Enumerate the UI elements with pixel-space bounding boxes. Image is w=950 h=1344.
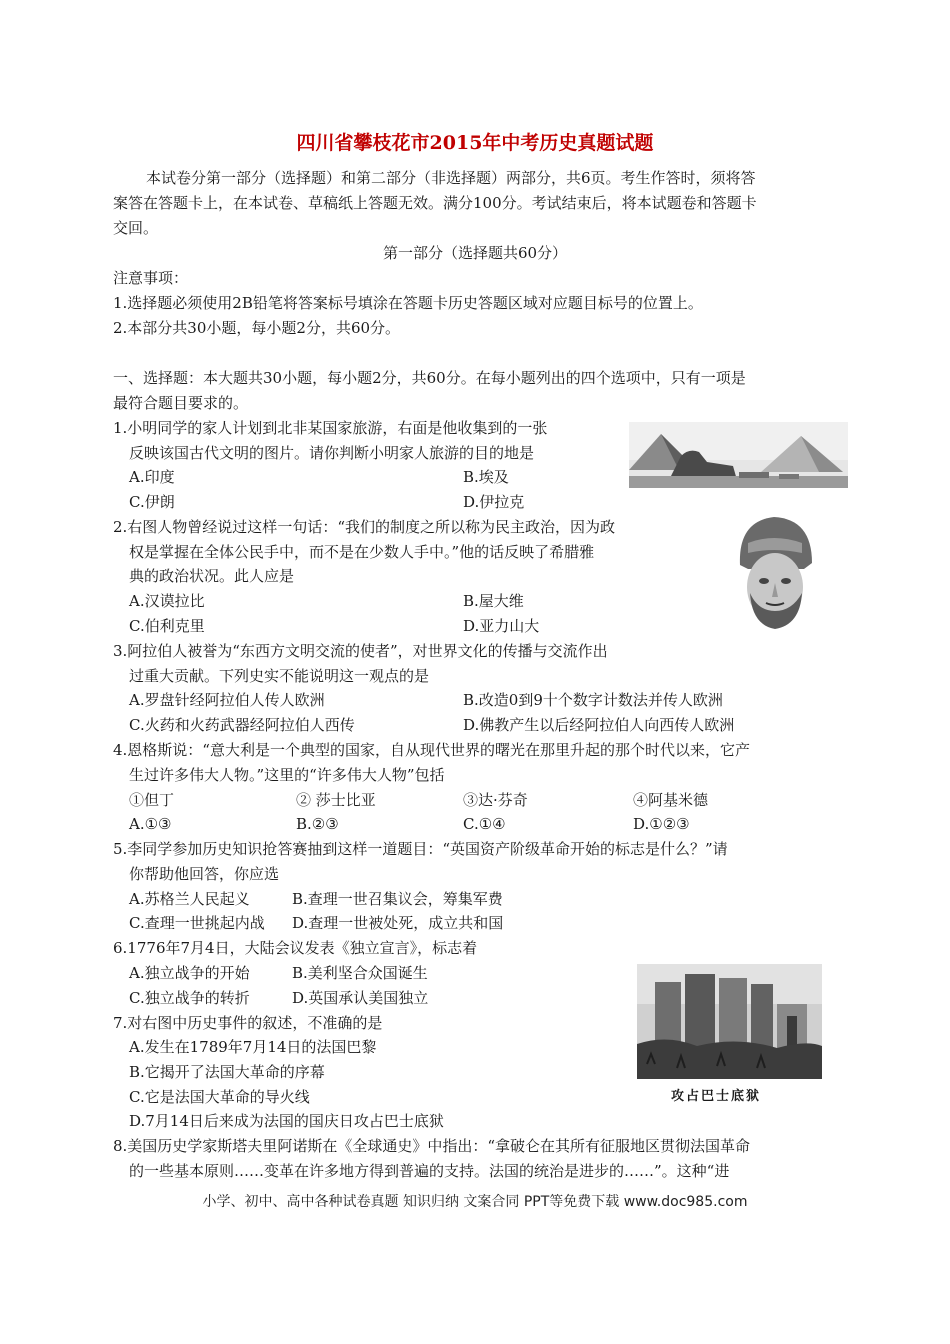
question-line: 权是掌握在全体公民手中，而不是在少数人手中。”他的话反映了希腊雅 (129, 543, 595, 561)
question-line: 4.恩格斯说：“意大利是一个典型的国家，自从现代世界的曙光在那里升起的那个时代以来，它产 (113, 741, 750, 759)
question-line: 8.美国历史学家斯塔夫里阿诺斯在《全球通史》中指出：“拿破仑在其所有征服地区贯彻法国革命 (113, 1137, 750, 1155)
question-line: 反映该国古代文明的图片。请你判断小明家人旅游的目的地是 (129, 444, 535, 462)
question-line: 6.1776年7月4日，大陆会议发表《独立宣言》，标志着 (113, 939, 478, 957)
part-heading: 第一部分（选择题共60分） (382, 244, 568, 262)
option: D.7月14日后来成为法国的国庆日攻占巴士底狱 (129, 1112, 444, 1130)
option: A.罗盘针经阿拉伯人传人欧洲 (129, 691, 325, 709)
option: D.①②③ (633, 815, 690, 833)
footer-text: 小学、初中、高中各种试卷真题 知识归纳 文案合同 PPT等免费下载 www.doc985.com (202, 1194, 748, 1210)
option: B.美利坚合众国诞生 (292, 964, 428, 982)
option: A.发生在1789年7月14日的法国巴黎 (129, 1038, 377, 1056)
question-line: 典的政治状况。此人应是 (129, 567, 295, 585)
bastille-image (637, 964, 822, 1079)
question-line: 5.李同学参加历史知识抢答赛抽到这样一道题目：“英国资产阶级革命开始的标志是什么？”请 (113, 840, 728, 858)
option: C.查理一世挑起内战 (129, 914, 265, 932)
notice-item: 1.选择题必须使用2B铅笔将答案标号填涂在答题卡历史答题区域对应题目标号的位置上。 (113, 294, 703, 312)
pyramids-sphinx-image (629, 422, 848, 488)
option: A.①③ (129, 815, 172, 833)
option: B.查理一世召集议会，筹集军费 (292, 890, 503, 908)
option: B.改造0到9十个数字计数法并传人欧洲 (463, 691, 723, 709)
question-line: 的一些基本原则……变革在许多地方得到普遍的支持。法国的统治是进步的……”。这种“进 (129, 1162, 730, 1180)
question-line: 生过许多伟大人物。”这里的“许多伟大人物”包括 (129, 766, 445, 784)
option: C.它是法国大革命的导火线 (129, 1088, 310, 1106)
statement-item: ①但丁 (129, 791, 175, 809)
question-line: 过重大贡献。下列史实不能说明这一观点的是 (129, 667, 430, 685)
notice-item: 2.本部分共30小题，每小题2分，共60分。 (113, 319, 401, 337)
pericles-bust-image (722, 513, 826, 633)
option: A.苏格兰人民起义 (129, 890, 250, 908)
intro-line: 交回。 (113, 219, 159, 237)
statement-item: ③达·芬奇 (463, 791, 528, 809)
option: D.查理一世被处死，成立共和国 (292, 914, 504, 932)
option: D.伊拉克 (463, 493, 525, 511)
question-line: 2.右图人物曾经说过这样一句话：“我们的制度之所以称为民主政治，因为政 (113, 518, 615, 536)
option: D.亚力山大 (463, 617, 540, 635)
option: B.屋大维 (463, 592, 524, 610)
notice-heading: 注意事项： (113, 269, 189, 287)
option: A.印度 (129, 468, 175, 486)
image-caption: 攻占巴士底狱 (671, 1089, 762, 1104)
option: B.它揭开了法国大革命的序幕 (129, 1063, 325, 1081)
option: C.独立战争的转折 (129, 989, 250, 1007)
option: C.火药和火药武器经阿拉伯人西传 (129, 716, 355, 734)
statement-item: ④阿基米德 (633, 791, 709, 809)
option: B.埃及 (463, 468, 509, 486)
statement-item: ② 莎士比亚 (296, 791, 376, 809)
option: D.英国承认美国独立 (292, 989, 429, 1007)
option: C.伯利克里 (129, 617, 205, 635)
option: A.独立战争的开始 (129, 964, 250, 982)
option: D.佛教产生以后经阿拉伯人向西传人欧洲 (463, 716, 735, 734)
intro-line: 本试卷分第一部分（选择题）和第二部分（非选择题）两部分，共6页。考生作答时，须将答 (146, 169, 756, 187)
intro-line: 案答在答题卡上，在本试卷、草稿纸上答题无效。满分100分。考试结束后，将本试题卷和答题卡 (113, 194, 757, 212)
section-heading: 一、选择题：本大题共30小题，每小题2分，共60分。在每小题列出的四个选项中，只有一项是 (113, 369, 746, 387)
question-line: 3.阿拉伯人被誉为“东西方文明交流的使者”，对世界文化的传播与交流作出 (113, 642, 608, 660)
section-heading: 最符合题目要求的。 (113, 394, 249, 412)
option: B.②③ (296, 815, 339, 833)
question-line: 你帮助他回答，你应选 (129, 865, 280, 883)
page-title: 四川省攀枝花市2015年中考历史真题试题 (296, 132, 654, 154)
question-line: 1.小明同学的家人计划到北非某国家旅游，右面是他收集到的一张 (113, 419, 548, 437)
option: C.伊朗 (129, 493, 175, 511)
question-line: 7.对右图中历史事件的叙述，不准确的是 (113, 1014, 383, 1032)
option: C.①④ (463, 815, 506, 833)
option: A.汉谟拉比 (129, 592, 205, 610)
